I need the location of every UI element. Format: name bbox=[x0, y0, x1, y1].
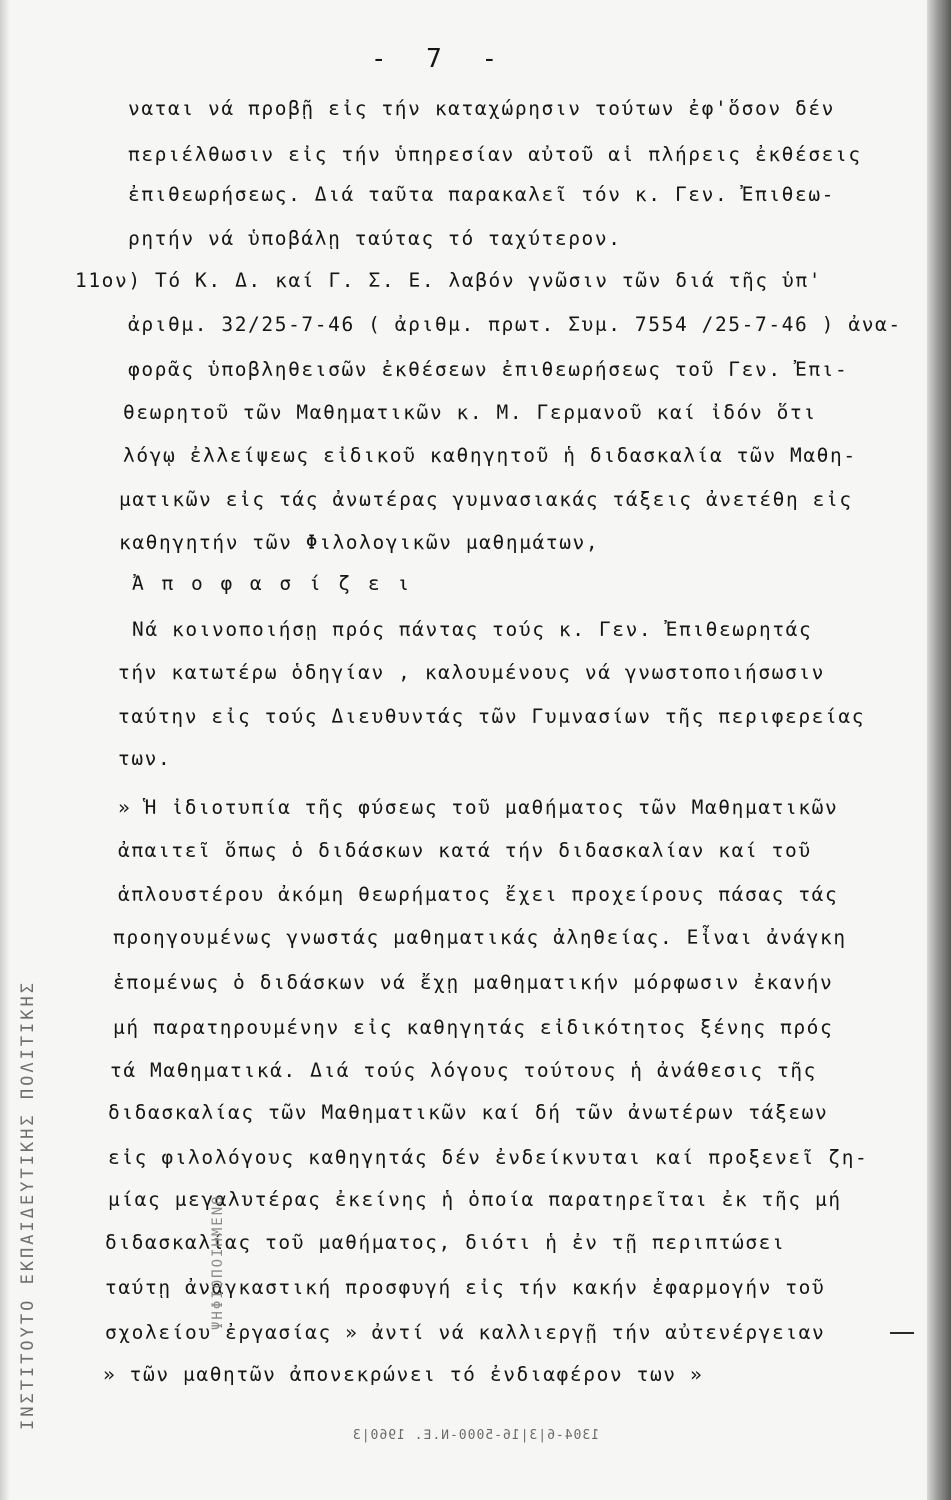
text-line: ρητήν νά ὑποβάλῃ ταύτας τό ταχύτερον. bbox=[128, 227, 622, 250]
text-line: 11ον) Τό Κ. Δ. καί Γ. Σ. Ε. λαβόν γνῶσιν τῶν διά τῆς ὑπ' bbox=[75, 269, 823, 292]
text-line: μή παρατηρουμένην εἰς καθηγητάς εἰδικότητος ξένης πρός bbox=[113, 1016, 834, 1039]
binding-edge bbox=[927, 0, 951, 1500]
text-line: » τῶν μαθητῶν ἀπονεκρώνει τό ἐνδιαφέρον των » bbox=[103, 1363, 704, 1386]
heading-apofasizei: Ἀ π ο φ α σ ί ζ ε ι bbox=[132, 572, 413, 595]
text-line: των. bbox=[118, 747, 172, 770]
text-line: περιέλθωσιν εἰς τήν ὑπηρεσίαν αὐτοῦ αἱ πλήρεις ἐκθέσεις bbox=[128, 143, 862, 166]
text-line: σχολείου ἐργασίας » ἀντί νά καλλιεργῇ τήν αὐτενέργειαν bbox=[105, 1321, 826, 1344]
text-line: ἑπομένως ὁ διδάσκων νά ἔχῃ μαθηματικήν μόρφωσιν ἐκανήν bbox=[113, 971, 834, 994]
text-line: ἐπιθεωρήσεως. Διά ταῦτα παρακαλεῖ τόν κ. Γεν. Ἐπιθεω- bbox=[128, 183, 836, 206]
text-line: φορᾶς ὑποβληθεισῶν ἐκθέσεων ἐπιθεωρήσεως τοῦ Γεν. Ἐπι- bbox=[128, 358, 849, 381]
text-line: Νά κοινοποιήσῃ πρός πάντας τούς κ. Γεν. Ἐπιθεωρητάς bbox=[132, 618, 813, 641]
text-line: μίας μεγαλυτέρας ἐκείνης ἡ ὁποία παρατηρεῖται ἐκ τῆς μή bbox=[108, 1188, 842, 1211]
text-line: προηγουμένως γνωστάς μαθηματικάς ἀληθείας. Εἶναι ἀνάγκη bbox=[113, 926, 847, 949]
text-line: ταύτῃ ἀναγκαστική προσφυγή εἰς τήν κακήν ἐφαρμογήν τοῦ bbox=[105, 1276, 826, 1299]
margin-dash-mark bbox=[890, 1332, 914, 1334]
text-line: θεωρητοῦ τῶν Μαθηματικῶν κ. Μ. Γερμανοῦ καί ἰδόν ὅτι bbox=[123, 401, 817, 424]
text-line: ναται νά προβῇ εἰς τήν καταχώρησιν τούτων ἐφ'ὅσον δέν bbox=[128, 97, 836, 120]
side-stamp-secondary: ΨΗΦΙΟΠΟΙΗΜΕΝΟ bbox=[210, 1194, 226, 1330]
text-line: λόγῳ ἐλλείψεως εἰδικοῦ καθηγητοῦ ἡ διδασκαλία τῶν Μαθη- bbox=[123, 444, 857, 467]
text-line: διδασκαλίας τῶν Μαθηματικῶν καί δή τῶν ἀνωτέρων τάξεων bbox=[108, 1101, 829, 1124]
footer-print-code: 1304-6|3|16-5000-Ν.Ε. 1960|3 bbox=[351, 1428, 600, 1443]
text-line: εἰς φιλολόγους καθηγητάς δέν ἐνδείκνυται καί προξενεῖ ζη- bbox=[108, 1146, 869, 1169]
text-line: τά Μαθηματικά. Διά τούς λόγους τούτους ἡ ἀνάθεσις τῆς bbox=[110, 1059, 818, 1082]
text-line: τήν κατωτέρω ὁδηγίαν , καλουμένους νά γνωστοποιήσωσιν bbox=[118, 661, 826, 684]
side-stamp: ΙΝΣΤΙΤΟΥΤΟ ΕΚΠΑΙΔΕΥΤΙΚΗΣ ΠΟΛΙΤΙΚΗΣ bbox=[18, 980, 38, 1430]
text-line: ἀριθμ. 32/25-7-46 ( ἀριθμ. πρωτ. Συμ. 7554 /25-7-46 ) ἀνα- bbox=[128, 313, 902, 336]
text-line: διδασκαλίας τοῦ μαθήματος, διότι ἡ ἐν τῇ περιπτώσει bbox=[105, 1231, 786, 1254]
text-line: ἀπαιτεῖ ὅπως ὁ διδάσκων κατά τήν διδασκαλίαν καί τοῦ bbox=[118, 839, 812, 862]
text-line: καθηγητήν τῶν Φιλολογικῶν μαθημάτων, bbox=[119, 531, 600, 554]
text-line: » Ἡ ἰδιοτυπία τῆς φύσεως τοῦ μαθήματος τῶν Μαθηματικῶν bbox=[118, 796, 839, 819]
page-number: - 7 - bbox=[370, 44, 510, 74]
left-page-edge bbox=[0, 0, 10, 1500]
text-line: ματικῶν εἰς τάς ἀνωτέρας γυμνασιακάς τάξεις ἀνετέθη εἰς bbox=[119, 488, 853, 511]
text-line: ἁπλουστέρου ἀκόμη θεωρήματος ἔχει προχείρους πάσας τάς bbox=[118, 883, 839, 906]
text-line: ταύτην εἰς τούς Διευθυντάς τῶν Γυμνασίων τῆς περιφερείας bbox=[118, 705, 866, 728]
